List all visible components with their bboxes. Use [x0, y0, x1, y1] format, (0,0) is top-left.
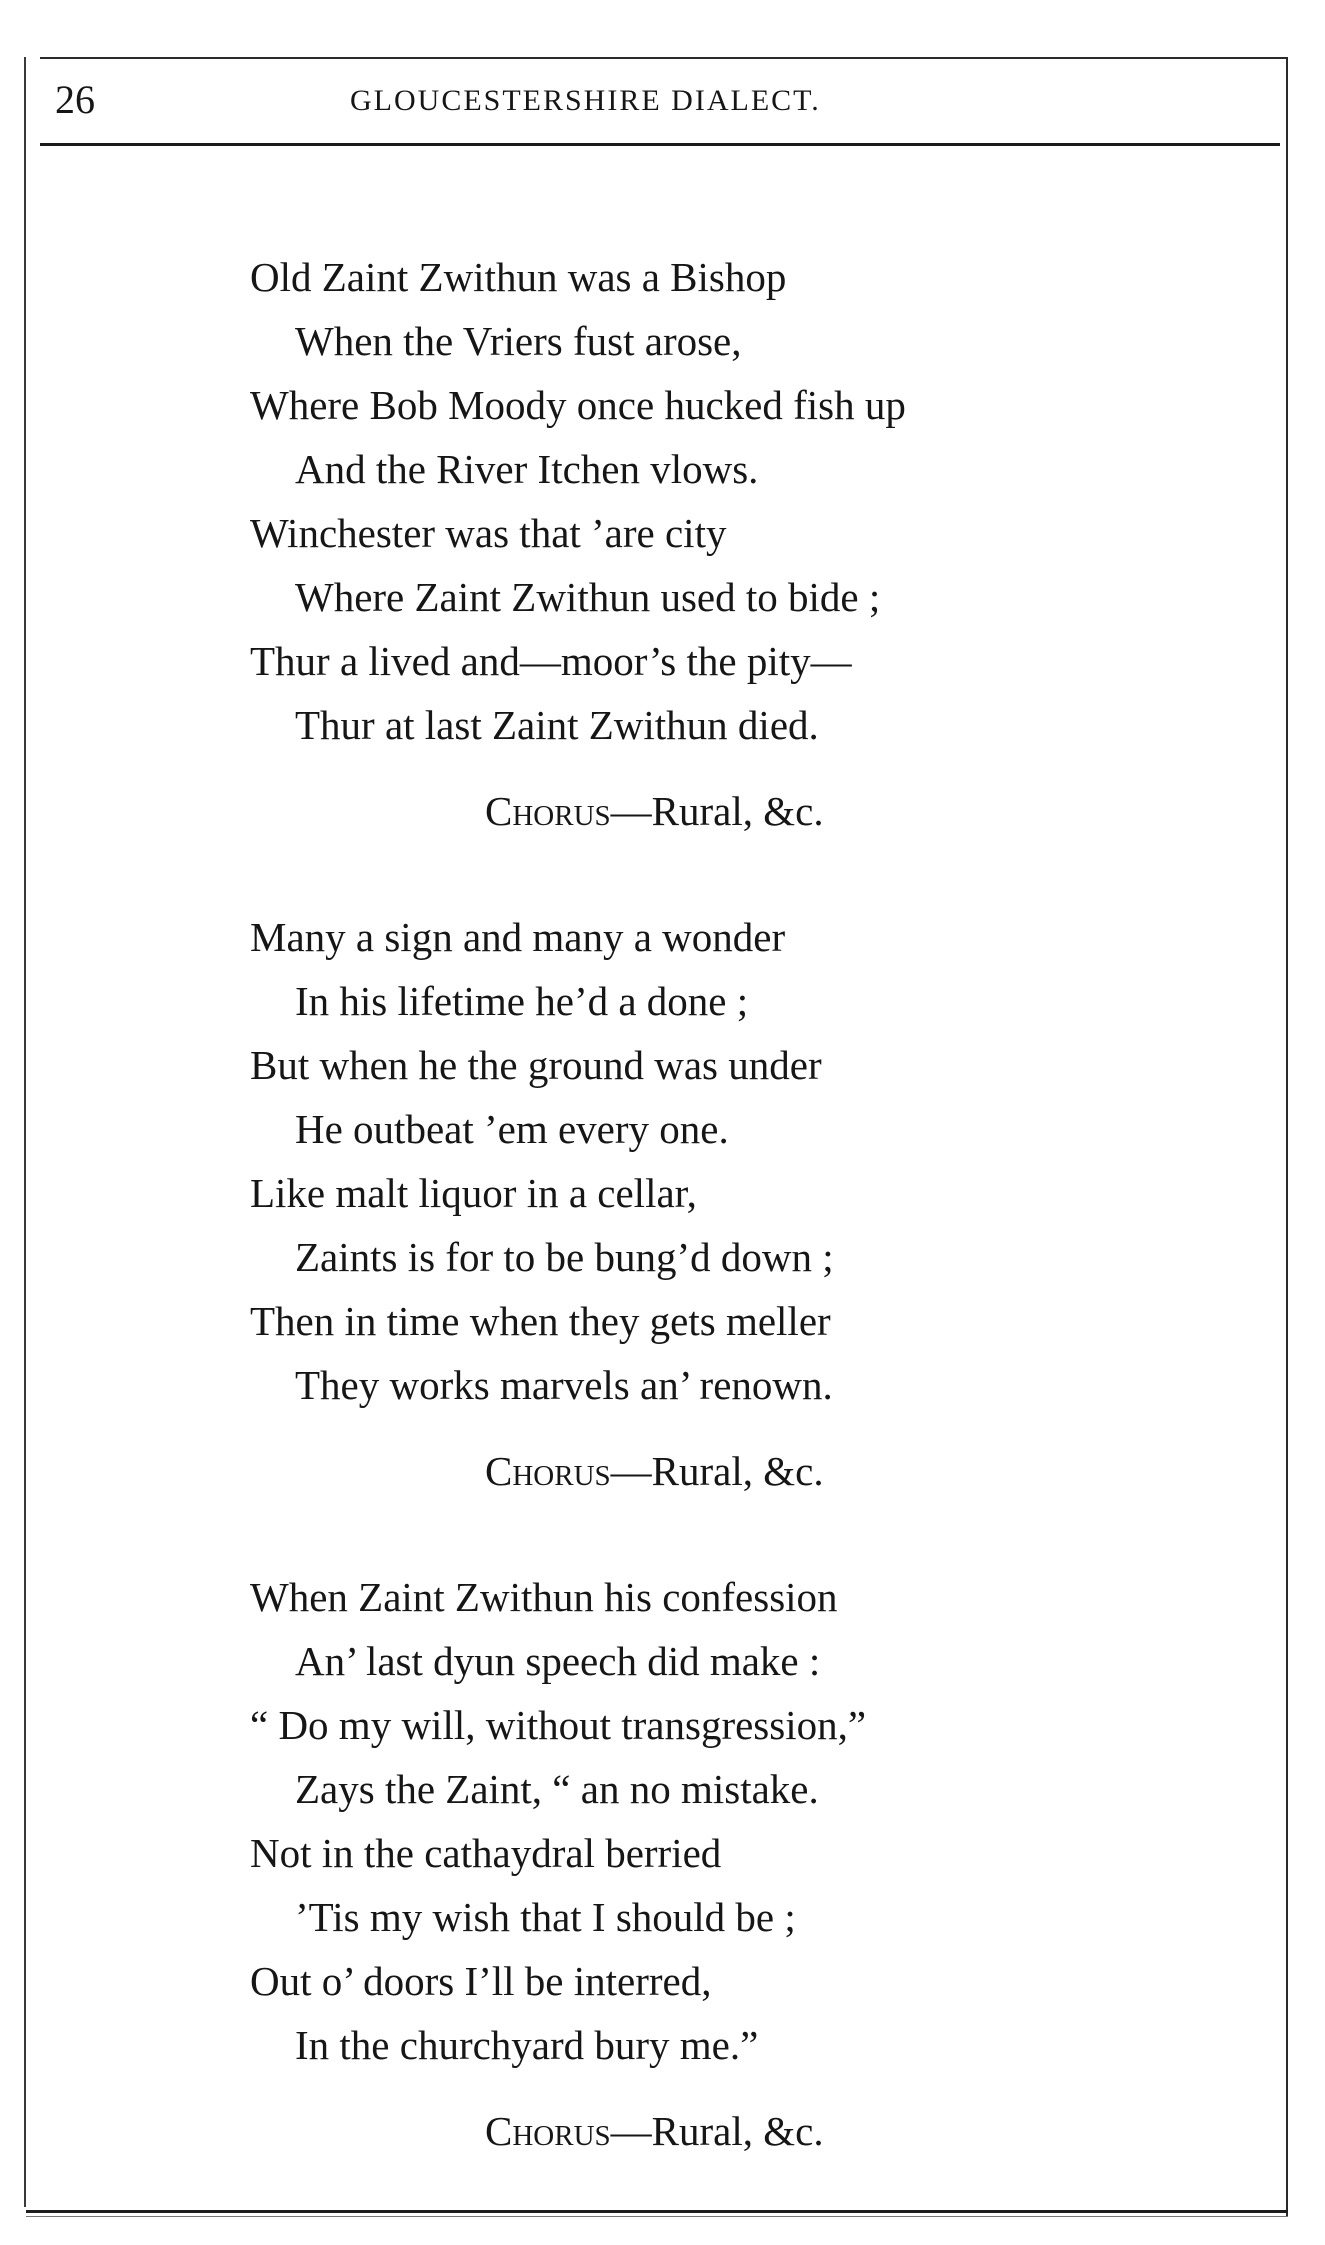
verse-line: Where Zaint Zwithun used to bide ;	[295, 574, 881, 620]
verse-line: Thur at last Zaint Zwithun died.	[295, 702, 819, 748]
poem	[250, 245, 1250, 2225]
verse-line: ’Tis my wish that I should be ;	[295, 1894, 796, 1940]
chorus-text: —Rural, &c.	[610, 2108, 824, 2154]
verse-line: Zays the Zaint, “ an no mistake.	[295, 1766, 819, 1812]
chorus-line	[250, 779, 1250, 843]
chorus-text: —Rural, &c.	[610, 788, 824, 834]
chorus-label: Chorus	[485, 1448, 611, 1494]
verse-line: Many a sign and many a wonder	[250, 914, 786, 960]
verse-line: In his lifetime he’d a done ;	[295, 978, 749, 1024]
verse-line: When Zaint Zwithun his confession	[250, 1574, 838, 1620]
verse-line: Old Zaint Zwithun was a Bishop	[250, 254, 787, 300]
page-frame-top-rule	[40, 57, 1288, 59]
verse-line: “ Do my will, without transgression,”	[250, 1702, 867, 1748]
verse-line: When the Vriers fust arose,	[295, 318, 742, 364]
stanza-3	[250, 1565, 1250, 2163]
header-rule	[40, 143, 1280, 146]
page-frame-right-rule	[1286, 57, 1288, 2217]
page-number: 26	[55, 77, 95, 122]
chorus-line	[250, 1439, 1250, 1503]
chorus-line	[250, 2099, 1250, 2163]
verse-line: Out o’ doors I’ll be interred,	[250, 1958, 712, 2004]
stanza-2	[250, 905, 1250, 1503]
verse-line: In the churchyard bury me.”	[295, 2022, 759, 2068]
verse-line: Like malt liquor in a cellar,	[250, 1170, 697, 1216]
verse-line: He outbeat ’em every one.	[295, 1106, 729, 1152]
chorus-label: Chorus	[485, 788, 611, 834]
verse-line: And the River Itchen vlows.	[295, 446, 759, 492]
verse-line: Not in the cathaydral berried	[250, 1830, 722, 1876]
verse-line: Then in time when they gets meller	[250, 1298, 831, 1344]
verse-line: An’ last dyun speech did make :	[295, 1638, 821, 1684]
stanza-1	[250, 245, 1250, 843]
verse-line: Winchester was that ’are city	[250, 510, 727, 556]
chorus-label: Chorus	[485, 2108, 611, 2154]
verse-line: But when he the ground was under	[250, 1042, 822, 1088]
verse-line: Where Bob Moody once hucked fish up	[250, 382, 906, 428]
verse-line: Thur a lived and—moor’s the pity—	[250, 638, 852, 684]
chorus-text: —Rural, &c.	[610, 1448, 824, 1494]
running-title: GLOUCESTERSHIRE DIALECT.	[350, 84, 821, 117]
verse-line: Zaints is for to be bung’d down ;	[295, 1234, 834, 1280]
verse-line: They works marvels an’ renown.	[295, 1362, 833, 1408]
page-frame-left-rule	[24, 57, 26, 2207]
